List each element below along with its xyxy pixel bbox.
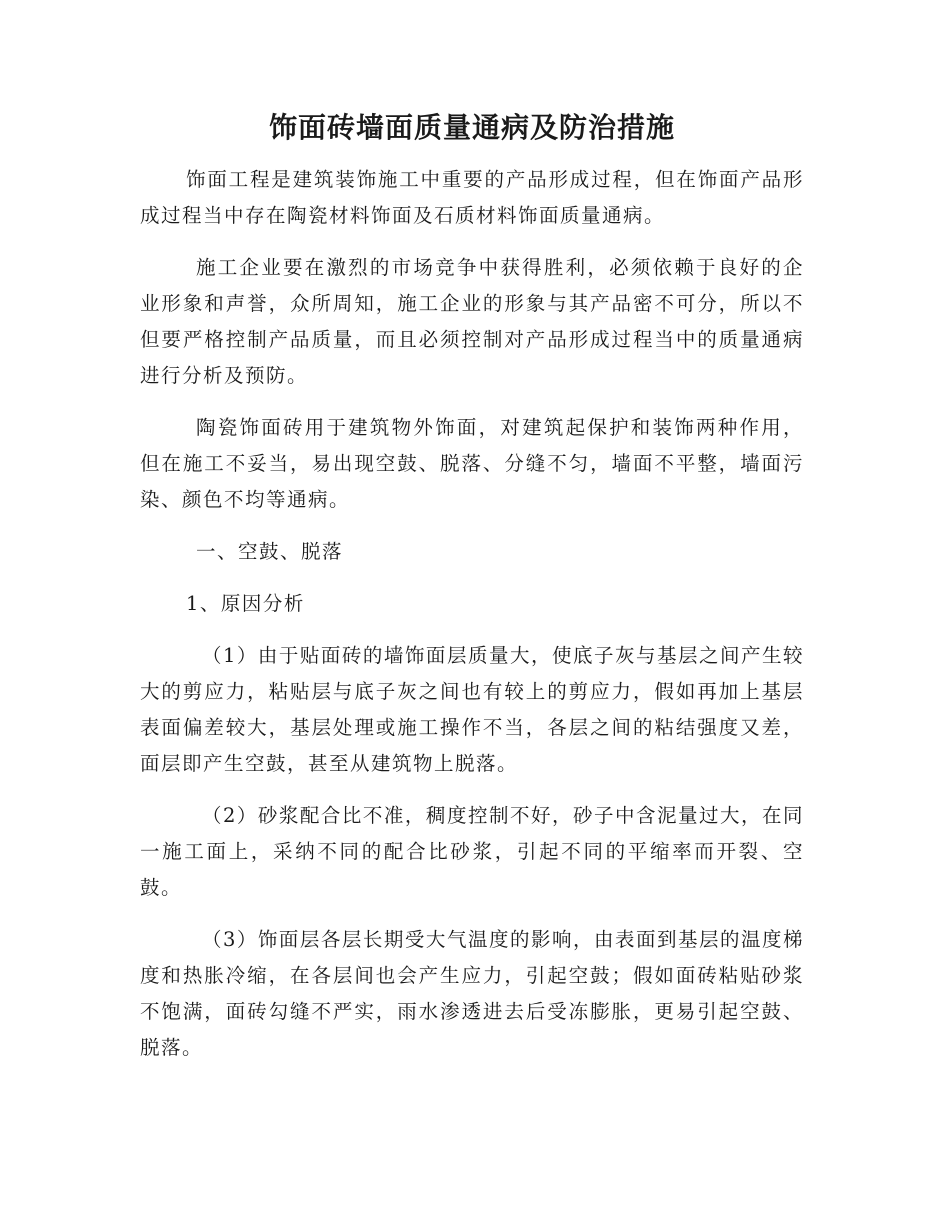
paragraph-cause-3: （3）饰面层各层长期受大气温度的影响，由表面到基层的温度梯度和热胀冷缩，在各层间也会产生应力，引起空鼓；假如面砖粘贴砂浆不饱满，面砖勾缝不严实，雨水渗透进去后受冻膨胀，更易引起空鼓、脱落。	[140, 928, 804, 1059]
paragraph-cause-2: （2）砂浆配合比不准，稠度控制不好，砂子中含泥量过大，在同一施工面上，采纳不同的配合比砂浆，引起不同的平缩率而开裂、空鼓。	[140, 804, 804, 899]
paragraph-enterprise: 施工企业要在激烈的市场竞争中获得胜利，必须依赖于良好的企业形象和声誉，众所周知，施工企业的形象与其产品密不可分，所以不但要严格控制产品质量，而且必须控制对产品形成过程当中的质量通病进行分析及预防。	[140, 256, 804, 387]
document-title: 饰面砖墙面质量通病及防治措施	[268, 111, 675, 144]
paragraph-intro: 饰面工程是建筑装饰施工中重要的产品形成过程，但在饰面产品形成过程当中存在陶瓷材料饰面及石质材料饰面质量通病。	[140, 168, 804, 227]
paragraph-ceramic-tile: 陶瓷饰面砖用于建筑物外饰面，对建筑起保护和装饰两种作用，但在施工不妥当，易出现空鼓、脱落、分缝不匀，墙面不平整，墙面污染、颜色不均等通病。	[140, 416, 804, 511]
document-page	[140, 108, 804, 1066]
section-heading-1: 一、空鼓、脱落	[196, 540, 344, 563]
paragraph-cause-1: （1）由于贴面砖的墙饰面层质量大，使底子灰与基层之间产生较大的剪应力，粘贴层与底子灰之间也有较上的剪应力，假如再加上基层表面偏差较大，基层处理或施工操作不当，各层之间的粘结强度又差，面层即产生空鼓，甚至从建筑物上脱落。	[140, 644, 804, 775]
subsection-heading-1: 1、原因分析	[186, 592, 305, 615]
